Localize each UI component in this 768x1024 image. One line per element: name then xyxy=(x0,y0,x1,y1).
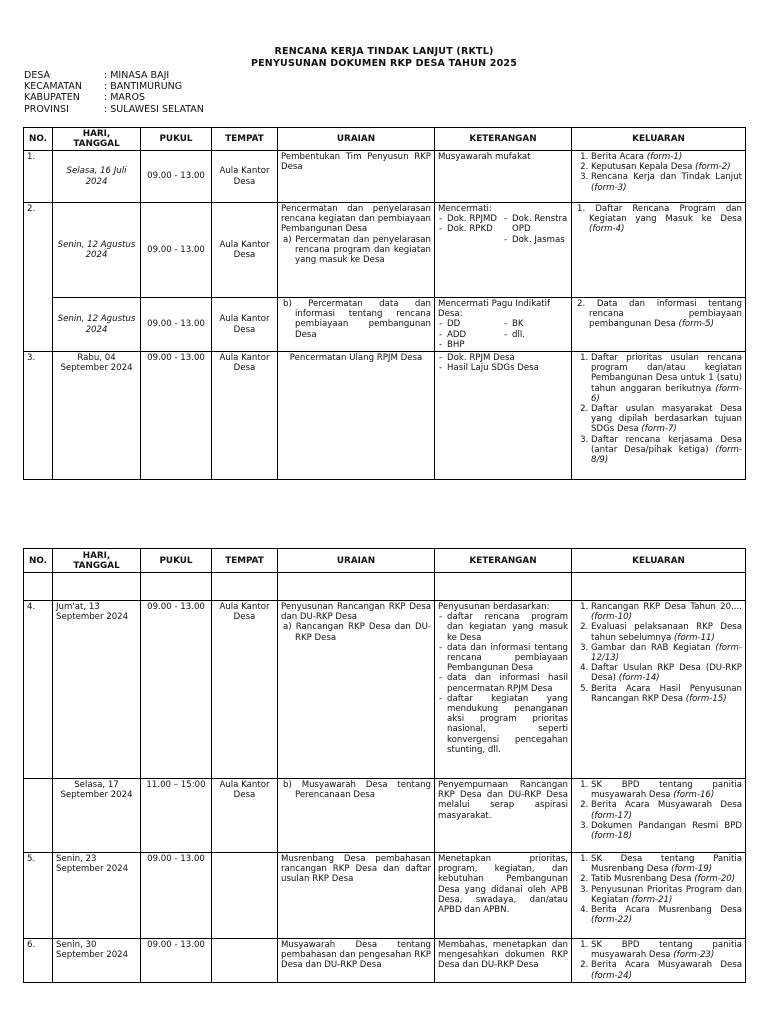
table-row xyxy=(24,352,746,480)
output-item: 2. Evaluasi pelaksanaan RKP Desa tahun sebelumnya (form-11) xyxy=(591,622,742,642)
col-hari-header: HARI, TANGGAL xyxy=(53,549,141,573)
table-row xyxy=(24,601,746,779)
row-hari: Selasa, 16 Juli 2024 xyxy=(53,151,141,203)
row-pukul: 09.00 - 13.00 xyxy=(141,939,212,983)
row-keterangan: Mencermati: - Dok. RPJMD - Dok. RPKD - Dok. Renstra OPD - Dok. Jasmas xyxy=(435,203,572,298)
output-item: 1. Daftar prioritas usulan rencana program dan/atau kegiatan Pembangunan Desa untuk 1 (satu) tahun anggaran berikutnya (form-6) xyxy=(591,353,742,404)
row-hari: Senin, 30 September 2024 xyxy=(53,939,141,983)
table-row xyxy=(24,203,746,298)
col-no-header: NO. xyxy=(24,128,53,151)
col-uraian-header: URAIAN xyxy=(278,549,435,573)
output-item: 2. Berita Acara Musyawarah Desa (form-17) xyxy=(591,800,742,820)
row-pukul: 11.00 – 15:00 xyxy=(141,779,212,853)
col-no-header: NO. xyxy=(24,549,53,573)
output-item: 1. SK BPD tentang panitia musyawarah Desa (form-23) xyxy=(591,940,742,960)
output-item: 3. Dokumen Pandangan Resmi BPD (form-18) xyxy=(591,821,742,841)
row-tempat: Aula Kantor Desa xyxy=(212,203,278,298)
row-no: 2. xyxy=(24,203,53,352)
col-pukul-header: PUKUL xyxy=(141,549,212,573)
output-item: 5. Berita Acara Hasil Penyusunan Rancangan RKP Desa (form-15) xyxy=(591,684,742,704)
output-item: 3. Rencana Kerja dan Tindak Lanjut (form-3) xyxy=(591,172,742,192)
row-keluaran xyxy=(572,151,746,203)
row-pukul: 09.00 - 13.00 xyxy=(141,298,212,352)
row-keluaran xyxy=(572,601,746,779)
row-hari: Senin, 23 September 2024 xyxy=(53,853,141,939)
meta-value: : SULAWESI SELATAN xyxy=(104,103,204,115)
row-uraian: Musrenbang Desa pembahasan rancangan RKP Desa dan daftar usulan RKP Desa xyxy=(278,853,435,939)
row-tempat xyxy=(212,939,278,983)
row-keluaran xyxy=(572,352,746,480)
meta-value: : MAROS xyxy=(104,92,146,104)
table-header-row xyxy=(24,549,746,573)
row-pukul: 09.00 - 13.00 xyxy=(141,853,212,939)
meta-key: DESA xyxy=(24,70,51,81)
col-keterangan-header: KETERANGAN xyxy=(435,128,572,151)
row-tempat: Aula Kantor Desa xyxy=(212,601,278,779)
col-tempat-header: TEMPAT xyxy=(212,128,278,151)
row-pukul: 09.00 - 13.00 xyxy=(141,151,212,203)
output-item: 2. Daftar usulan masyarakat Desa yang dipilah berdasarkan tujuan SDGs Desa (form-7) xyxy=(591,404,742,435)
row-no: 6. xyxy=(24,939,53,983)
row-tempat: Aula Kantor Desa xyxy=(212,151,278,203)
meta-key: KABUPATEN xyxy=(24,92,80,104)
table-row xyxy=(24,853,746,939)
output-item: 3. Daftar rencana kerjasama Desa (antar Desa/pihak ketiga) (form-8/9) xyxy=(591,435,742,466)
row-no xyxy=(24,779,53,853)
output-item: 3. Gambar dan RAB Kegiatan (form-12/13) xyxy=(591,643,742,663)
meta-value: : BANTIMURUNG xyxy=(104,81,183,93)
row-keluaran xyxy=(572,939,746,983)
table-header-row xyxy=(24,128,746,151)
col-pukul-header: PUKUL xyxy=(141,128,212,151)
row-tempat: Aula Kantor Desa xyxy=(212,779,278,853)
row-uraian: b) Musyawarah Desa tentang Perencanaan Desa xyxy=(278,779,435,853)
row-uraian: Musyawarah Desa tentang pembahasan dan pengesahan RKP Desa dan DU-RKP Desa xyxy=(278,939,435,983)
output-item: 2. Berita Acara Musyawarah Desa (form-24) xyxy=(591,960,742,980)
col-uraian-header: URAIAN xyxy=(278,128,435,151)
meta-key: KECAMATAN xyxy=(24,81,82,93)
row-uraian: b) Percermatan data dan informasi tentang rencana pembiayaan pembangunan Desa xyxy=(278,298,435,352)
table-row xyxy=(24,151,746,203)
meta-key: PROVINSI xyxy=(24,103,69,115)
output-item: 4. Berita Acara Musrenbang Desa (form-22) xyxy=(591,905,742,925)
output-item: 2. Keputusan Kepala Desa (form-2) xyxy=(591,162,742,172)
row-keterangan: Menetapkan prioritas, program, kegiatan, dan kebutuhan Pembangunan Desa yang didanai oleh APB Desa, swadaya, dan/atau APBD dan APBN. xyxy=(435,853,572,939)
table-row xyxy=(24,298,746,352)
row-uraian: Pencermatan dan penyelarasan rencana kegiatan dan pembiayaan Pembangunan Desa a) Percermatan dan penyelarasan rencana program dan kegiatan yang masuk ke Desa xyxy=(278,203,435,298)
row-uraian: Penyusunan Rancangan RKP Desa dan DU-RKP Desa a) Rancangan RKP Desa dan DU-RKP Desa xyxy=(278,601,435,779)
row-pukul: 09.00 - 13.00 xyxy=(141,352,212,480)
row-keterangan: Membahas, menetapkan dan mengesahkan dokumen RKP Desa dan DU-RKP Desa xyxy=(435,939,572,983)
row-pukul: 09.00 - 13.00 xyxy=(141,601,212,779)
output-item: 1. Berita Acara (form-1) xyxy=(591,152,742,162)
row-tempat: Aula Kantor Desa xyxy=(212,352,278,480)
row-uraian: Pembentukan Tim Penyusun RKP Desa xyxy=(278,151,435,203)
output-item: 3. Penyusunan Prioritas Program dan Kegiatan (form-21) xyxy=(591,885,742,905)
output-item: 1. Rancangan RKP Desa Tahun 20.... (form-10) xyxy=(591,602,742,622)
col-keluaran-header: KELUARAN xyxy=(572,549,746,573)
col-keterangan-header: KETERANGAN xyxy=(435,549,572,573)
row-no: 4. xyxy=(24,601,53,779)
rktl-table-1 xyxy=(23,127,746,480)
location-info xyxy=(24,70,204,115)
output-item: 1. SK BPD tentang panitia musyawarah Desa (form-16) xyxy=(591,780,742,800)
row-hari: Selasa, 17 September 2024 xyxy=(53,779,141,853)
row-hari: Senin, 12 Agustus 2024 xyxy=(53,298,141,352)
document-title: RENCANA KERJA TINDAK LANJUT (RKTL) xyxy=(274,46,494,57)
row-keluaran: 2. Data dan informasi tentang rencana pembiayaan pembangunan Desa (form-5) xyxy=(572,298,746,352)
row-hari: Rabu, 04 September 2024 xyxy=(53,352,141,480)
row-tempat: Aula Kantor Desa xyxy=(212,298,278,352)
empty-row xyxy=(24,573,746,601)
row-keterangan: - Dok. RPJM Desa - Hasil Laju SDGs Desa xyxy=(435,352,572,480)
table-row xyxy=(24,779,746,853)
meta-value: : MINASA BAJI xyxy=(104,70,170,81)
row-uraian: Pencermatan Ulang RPJM Desa xyxy=(278,352,435,480)
output-item: 4. Daftar Usulan RKP Desa (DU-RKP Desa) (form-14) xyxy=(591,663,742,683)
row-keterangan: Penyempurnaan Rancangan RKP Desa dan DU-RKP Desa melalui serap aspirasi masyarakat. xyxy=(435,779,572,853)
row-hari: Senin, 12 Agustus 2024 xyxy=(53,203,141,298)
col-keluaran-header: KELUARAN xyxy=(572,128,746,151)
row-keluaran xyxy=(572,779,746,853)
row-no: 1. xyxy=(24,151,53,203)
col-tempat-header: TEMPAT xyxy=(212,549,278,573)
row-tempat xyxy=(212,853,278,939)
row-keterangan: Musyawarah mufakat xyxy=(435,151,572,203)
row-hari: Jum'at, 13 September 2024 xyxy=(53,601,141,779)
row-keterangan: Mencermati Pagu Indikatif Desa: - DD - ADD - BHP - BK - dll. xyxy=(435,298,572,352)
row-keterangan: Penyusunan berdasarkan: - daftar rencana program dan kegiatan yang masuk ke Desa - data dan informasi tentang rencana pembiayaan Pembangunan Desa - data dan informasi hasil pencermatan RPJM Desa - daftar kegiatan yang mendukung penanganan aksi program prioritas nasional, seperti konvergensi pencegahan stunting, dll. xyxy=(435,601,572,779)
row-pukul: 09.00 - 13.00 xyxy=(141,203,212,298)
output-item: 1. SK Desa tentang Panitia Musrenbang Desa (form-19) xyxy=(591,854,742,874)
row-no: 5. xyxy=(24,853,53,939)
col-hari-header: HARI, TANGGAL xyxy=(53,128,141,151)
output-item: 2. Tatib Musrenbang Desa (form-20) xyxy=(591,874,742,884)
row-keluaran xyxy=(572,853,746,939)
row-no: 3. xyxy=(24,352,53,480)
document-subtitle: PENYUSUNAN DOKUMEN RKP DESA TAHUN 2025 xyxy=(250,58,518,69)
table-row xyxy=(24,939,746,983)
row-keluaran: 1. Daftar Rencana Program dan Kegiatan yang Masuk ke Desa (form-4) xyxy=(572,203,746,298)
rktl-table-2 xyxy=(23,548,746,983)
